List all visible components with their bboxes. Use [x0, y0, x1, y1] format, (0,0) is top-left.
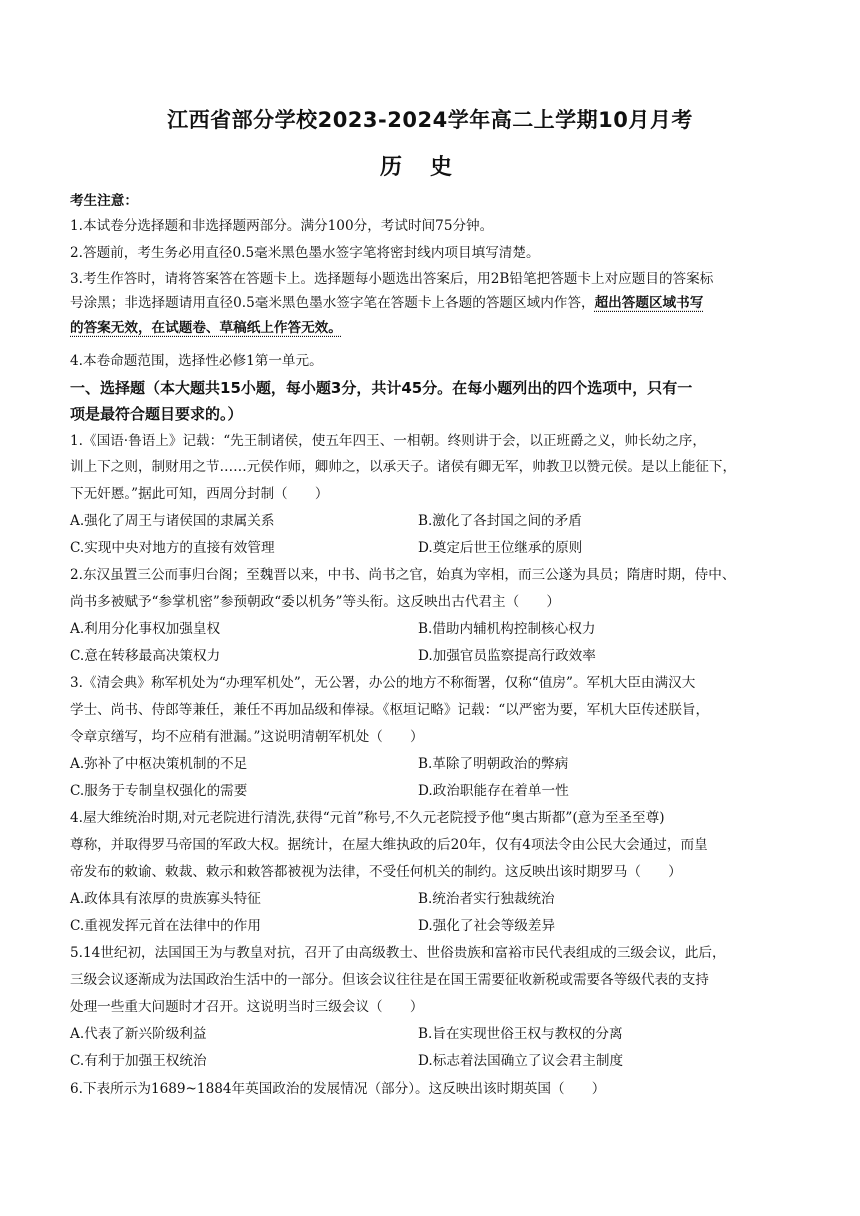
question-3-option-b: B.革除了明朝政治的弊病: [418, 756, 569, 772]
question-4-line-1: 4.屋大维统治时期,对元老院进行清洗,获得“元首”称号,不久元老院授予他“奥古斯都”(意为至圣至尊): [70, 810, 665, 826]
question-3-line-3: 令章京缮写，均不应稍有泄漏。”这说明清朝军机处（ ）: [70, 729, 424, 745]
question-5-option-a: A.代表了新兴阶级利益: [70, 1026, 207, 1042]
question-5-line-2: 三级会议逐渐成为法国政治生活中的一部分。但该会议往往是在国王需要征收新税或需要各等级代表的支持: [70, 972, 709, 988]
question-3-option-d: D.政治职能存在着单一性: [418, 783, 569, 799]
question-5-option-d: D.标志着法国确立了议会君主制度: [418, 1053, 624, 1069]
question-4-option-a: A.政体具有浓厚的贵族寡头特征: [70, 891, 261, 907]
question-2-option-a: A.利用分化事权加强皇权: [70, 621, 221, 637]
subject-title: 历史: [379, 155, 480, 180]
question-2-line-2: 尚书多被赋予“参掌机密”参预朝政“委以机务”等头衔。这反映出古代君主（ ）: [70, 594, 560, 610]
notice-emphasis: 超出答题区域书写: [594, 295, 704, 311]
notice-item-1: 1.本试卷分选择题和非选择题两部分。满分100分，考试时间75分钟。: [70, 218, 494, 234]
question-3-option-c: C.服务于专制皇权强化的需要: [70, 783, 248, 799]
notice-item-3-line-2: [70, 294, 795, 312]
question-1-line-1: 1.《国语·鲁语上》记载：“先王制诸侯，使五年四王、一相朝。终则讲于会，以正班爵之义，帅长幼之序，: [70, 433, 706, 449]
question-4-line-2: 尊称，并取得罗马帝国的军政大权。据统计，在屋大维执政的后20年，仅有4项法令由公民大会通过，而皇: [70, 837, 708, 853]
question-3-option-a: A.弥补了中枢决策机制的不足: [70, 756, 248, 772]
notice-item-3-text: 号涂黑；非选择题请用直径0.5毫米黑色墨水签字笔在答题卡上各题的答题区域内作答，: [70, 295, 595, 311]
notice-heading: 考生注意：: [70, 193, 138, 209]
question-5-option-c: C.有利于加强王权统治: [70, 1053, 207, 1069]
question-4-option-c: C.重视发挥元首在法律中的作用: [70, 918, 261, 934]
notice-item-2: 2.答题前，考生务必用直径0.5毫米黑色墨水签字笔将密封线内项目填写清楚。: [70, 245, 540, 261]
section-heading-line-1: 一、选择题（本大题共15小题，每小题3分，共计45分。在每小题列出的四个选项中，只有一: [70, 379, 693, 397]
section-heading-line-2: 项是最符合题目要求的。）: [70, 405, 243, 423]
question-4-line-3: 帝发布的敕谕、敕裁、敕示和敕答都被视为法律，不受任何机关的制约。这反映出该时期罗马（ ）: [70, 864, 682, 880]
exam-title: 江西省部分学校2023-2024学年高二上学期10月月考: [167, 108, 693, 132]
question-1-option-a: A.强化了周王与诸侯国的隶属关系: [70, 513, 275, 529]
notice-item-4: 4.本卷命题范围，选择性必修1第一单元。: [70, 353, 323, 369]
question-2-option-b: B.借助内辅机构控制核心权力: [418, 621, 596, 637]
question-6-line-1: 6.下表所示为1689~1884年英国政治的发展情况（部分）。这反映出该时期英国（ ）: [70, 1081, 606, 1097]
question-3-line-1: 3.《清会典》称军机处为“办理军机处”，无公署，办公的地方不称衙署，仅称“值房”。军机大臣由满汉大: [70, 675, 696, 691]
question-3-line-2: 学士、尚书、侍郎等兼任，兼任不再加品级和俸禄。《枢垣记略》记载：“以严密为要，军机大臣传述朕旨，: [70, 702, 710, 718]
question-2-option-c: C.意在转移最高决策权力: [70, 648, 221, 664]
notice-item-3-line-3: 的答案无效，在试题卷、草稿纸上作答无效。: [70, 320, 342, 336]
question-1-option-b: B.激化了各封国之间的矛盾: [418, 513, 582, 529]
question-4-option-d: D.强化了社会等级差异: [418, 918, 556, 934]
question-1-line-3: 下无奸慝。”据此可知，西周分封制（ ）: [70, 486, 329, 502]
question-5-option-b: B.旨在实现世俗王权与教权的分离: [418, 1026, 623, 1042]
question-1-line-2: 训上下之则，制财用之节……元侯作师，卿帅之，以承天子。诸侯有卿无军，帅教卫以赞元侯。是以上能征下，: [70, 459, 737, 475]
question-2-line-1: 2.东汉虽置三公而事归台阁；至魏晋以来，中书、尚书之官，始真为宰相，而三公遂为具员；隋唐时期，侍中、: [70, 567, 736, 583]
question-4-option-b: B.统治者实行独裁统治: [418, 891, 555, 907]
question-5-line-3: 处理一些重大问题时才召开。这说明当时三级会议（ ）: [70, 999, 424, 1015]
question-2-option-d: D.加强官员监察提高行政效率: [418, 648, 596, 664]
question-1-option-d: D.奠定后世王位继承的原则: [418, 540, 583, 556]
notice-item-3-line-1: 3.考生作答时，请将答案答在答题卡上。选择题每小题选出答案后，用2B铅笔把答题卡上对应题目的答案标: [70, 271, 714, 287]
question-5-line-1: 5.14世纪初，法国国王为与教皇对抗，召开了由高级教士、世俗贵族和富裕市民代表组成的三级会议，此后，: [70, 945, 726, 961]
question-1-option-c: C.实现中央对地方的直接有效管理: [70, 540, 275, 556]
